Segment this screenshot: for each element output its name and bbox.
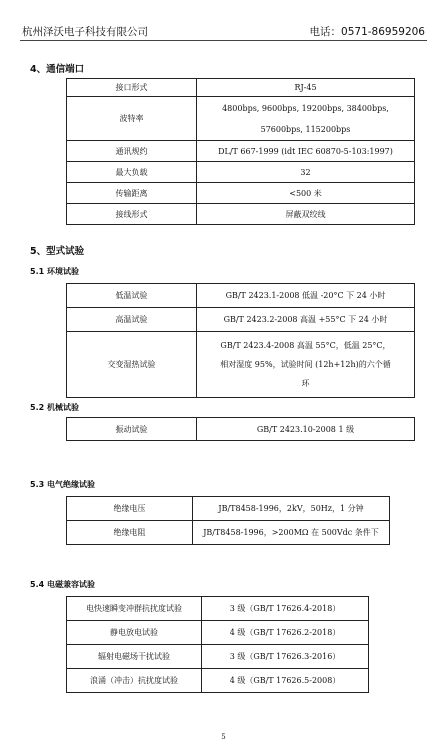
table-row	[67, 418, 415, 441]
table-cell-value: 3 级（GB/T 17626.3-2016）	[202, 645, 369, 669]
table-row	[67, 204, 415, 225]
company-phone: 电话：0571-86959206	[309, 26, 425, 38]
cell-line: 57600bps, 115200bps	[260, 124, 351, 134]
page-header	[22, 24, 425, 40]
table-cell-value: RJ-45	[197, 79, 415, 97]
table-cell-key: 浪涌（冲击）抗扰度试验	[67, 669, 202, 693]
section-title-mech: 5.2 机械试验	[30, 403, 79, 412]
emc-test-table	[66, 596, 369, 693]
header-divider	[20, 40, 427, 41]
table-cell-key: 接线形式	[67, 204, 197, 225]
table-row	[67, 521, 390, 545]
table-row	[67, 284, 415, 308]
table-cell-value: GB/T 2423.2-2008 高温 +55°C 下 24 小时	[197, 308, 415, 332]
table-cell-key: 绝缘电阻	[67, 521, 193, 545]
table-cell-value: <500 米	[197, 183, 415, 204]
table-cell-value	[197, 332, 415, 398]
table-row	[67, 97, 415, 141]
table-cell-key: 辐射电磁场干扰试验	[67, 645, 202, 669]
cell-line: 环	[301, 379, 310, 388]
table-cell-key: 传输距离	[67, 183, 197, 204]
table-row	[67, 597, 369, 621]
section-title-env: 5.1 环境试验	[30, 267, 79, 276]
table-cell-key: 静电放电试验	[67, 621, 202, 645]
table-cell-key: 电快速瞬变冲群抗扰度试验	[67, 597, 202, 621]
table-row	[67, 183, 415, 204]
table-cell-key: 通讯规约	[67, 141, 197, 162]
table-cell-key: 波特率	[67, 97, 197, 141]
table-cell-key: 最大负载	[67, 162, 197, 183]
table-cell-value: JB/T8458-1996，>200MΩ 在 500Vdc 条件下	[193, 521, 390, 545]
table-cell-value	[197, 97, 415, 141]
table-cell-value: JB/T8458-1996，2kV，50Hz，1 分钟	[193, 497, 390, 521]
table-cell-value: 4 级（GB/T 17626.2-2018）	[202, 621, 369, 645]
table-row	[67, 332, 415, 398]
insulation-test-table	[66, 496, 390, 545]
table-cell-value: GB/T 2423.10-2008 1 级	[197, 418, 415, 441]
comm-port-table	[66, 78, 415, 225]
mechanical-test-table	[66, 417, 415, 441]
table-cell-value: 32	[197, 162, 415, 183]
cell-line: 4800bps, 9600bps, 19200bps, 38400bps,	[222, 103, 389, 113]
company-name: 杭州泽沃电子科技有限公司	[22, 26, 148, 38]
page-number: 5	[221, 733, 226, 741]
table-row	[67, 645, 369, 669]
table-cell-value: 4 级（GB/T 17626.5-2008）	[202, 669, 369, 693]
table-cell-key: 振动试验	[67, 418, 197, 441]
table-row	[67, 141, 415, 162]
table-row	[67, 497, 390, 521]
table-cell-key: 交变湿热试验	[67, 332, 197, 398]
section-title-insulation: 5.3 电气绝缘试验	[30, 480, 95, 489]
section-title-emc: 5.4 电磁兼容试验	[30, 580, 95, 589]
table-row	[67, 621, 369, 645]
table-cell-key: 接口形式	[67, 79, 197, 97]
table-row	[67, 669, 369, 693]
section-title-type-test: 5、型式试验	[30, 246, 85, 257]
table-row	[67, 162, 415, 183]
table-cell-value: 3 级（GB/T 17626.4-2018）	[202, 597, 369, 621]
table-cell-value: DL/T 667-1999 (idt IEC 60870-5-103:1997)	[197, 141, 415, 162]
table-cell-value: 屏蔽双绞线	[197, 204, 415, 225]
table-row	[67, 79, 415, 97]
table-cell-value: GB/T 2423.1-2008 低温 -20°C 下 24 小时	[197, 284, 415, 308]
table-cell-key: 低温试验	[67, 284, 197, 308]
table-cell-key: 绝缘电压	[67, 497, 193, 521]
cell-line: GB/T 2423.4-2008 高温 55°C，低温 25°C，	[220, 341, 391, 350]
table-cell-key: 高温试验	[67, 308, 197, 332]
environment-test-table	[66, 283, 415, 398]
table-row	[67, 308, 415, 332]
cell-line: 相对湿度 95%，试验时间 (12h+12h)的六个循	[220, 360, 391, 369]
section-title-comm: 4、通信端口	[30, 64, 85, 75]
